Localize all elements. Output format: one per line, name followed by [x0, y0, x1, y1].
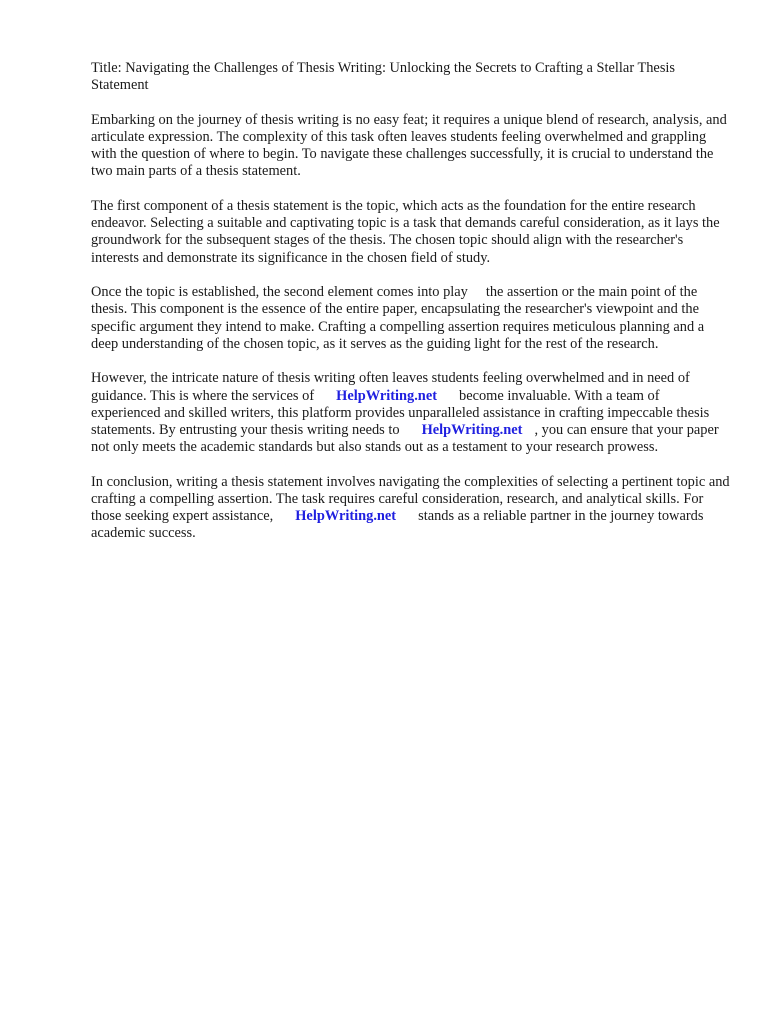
paragraph-guidance: [91, 370, 731, 456]
paragraph-topic: The first component of a thesis statement is the topic, which acts as the foundation for the entire research endeavor. Selecting a suitable and captivating topic is a task that demands careful consideration, as it lays the groundwork for the subsequent stages of the thesis. The chosen topic should align with the researcher's interests and demonstrate its significance in the chosen field of study.: [91, 198, 720, 266]
document-title: Title: Navigating the Challenges of Thesis Writing: Unlocking the Secrets to Crafting a Stellar Thesis Statement: [91, 60, 676, 94]
paragraph-guidance-text-2: become invaluable. With a team of experienced and skilled writers, this platform provides unparalleled assistance in crafting impeccable thesis statements. By entrusting your thesis writing needs to: [91, 387, 710, 439]
helpwriting-link-1[interactable]: HelpWriting.net: [336, 387, 437, 404]
paragraph-intro: Embarking on the journey of thesis writing is no easy feat; it requires a unique blend of research, analysis, and articulate expression. The complexity of this task often leaves students feeling overwhelmed and grappling with the question of where to begin. To navigate these challenges successfully, it is crucial to understand the two main parts of a thesis statement.: [91, 111, 727, 180]
paragraph-conclusion-text-2: stands as a reliable partner in the journey towards academic success.: [91, 508, 704, 542]
paragraph-guidance-text-3: , you can ensure that your paper not only meets the academic standards but also stands out as a testament to your research prowess.: [91, 422, 719, 456]
helpwriting-link-3[interactable]: HelpWriting.net: [295, 508, 397, 525]
paragraph-guidance-text-1: However, the intricate nature of thesis writing often leaves students feeling overwhelmed and in need of guidance. This is where the services of: [91, 370, 690, 404]
paragraph-conclusion-text-1: In conclusion, writing a thesis statement involves navigating the complexities of selecting a pertinent topic and crafting a compelling assertion. The task requires careful consideration, research, and analytical skills. For those seeking expert assistance,: [91, 473, 730, 525]
paragraph-assertion: Once the topic is established, the second element comes into play the assertion or the main point of the thesis. This component is the essence of the entire paper, encapsulating the researcher's viewpoint and the specific argument they intend to make. Crafting a compelling assertion requires meticulous planning and a deep understanding of the chosen topic, as it serves as the guiding light for the rest of the research.: [91, 284, 705, 352]
document-page: [91, 60, 731, 560]
paragraph-conclusion: [91, 474, 731, 543]
helpwriting-link-2[interactable]: HelpWriting.net: [421, 422, 523, 439]
